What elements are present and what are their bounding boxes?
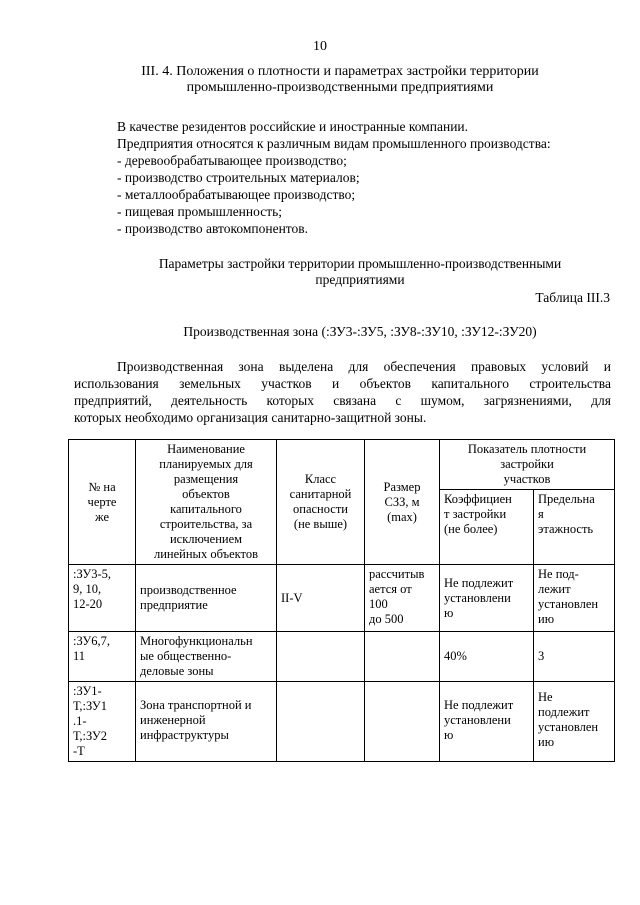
table-header-row bbox=[69, 440, 615, 490]
cell-szz-size bbox=[365, 682, 440, 762]
parameters-title-line1: Параметры застройки территории промышленно-производственными bbox=[158, 256, 562, 271]
page-number: 10 bbox=[313, 39, 327, 54]
parameters-title bbox=[110, 256, 610, 288]
header-floors: Предельна я этажность bbox=[534, 490, 615, 565]
zone-title: Производственная зона (:ЗУ3-:ЗУ5, :ЗУ8-:ЗУ10, :ЗУ12-:ЗУ20) bbox=[183, 324, 537, 339]
intro-line2: Предприятия относятся к различным видам промышленного производства: bbox=[117, 136, 551, 151]
cell-number: :ЗУ1- Т,:ЗУ1 .1- Т,:ЗУ2 -Т bbox=[69, 682, 136, 762]
cell-object-name: производственное предприятие bbox=[136, 565, 277, 632]
zone-description-line: Производственная зона выделена для обеспечения правовых условий и bbox=[117, 359, 611, 374]
list-item: - металлообрабатывающее производство; bbox=[117, 187, 356, 202]
cell-number: :ЗУ3-5, 9, 10, 12-20 bbox=[69, 565, 136, 632]
cell-coefficient: 40% bbox=[440, 632, 534, 682]
header-density-group: Показатель плотности застройки участков bbox=[440, 440, 615, 490]
cell-floors: Не подлежит установлен ию bbox=[534, 682, 615, 762]
header-number: № на черте же bbox=[69, 440, 136, 565]
section-title-line1: III. 4. Положения о плотности и параметрах застройки территории bbox=[141, 64, 539, 79]
intro-line1: В качестве резидентов российские и иностранные компании. bbox=[117, 119, 469, 134]
section-title bbox=[120, 64, 560, 96]
list-item: - деревообрабатывающее производство; bbox=[117, 153, 347, 168]
section-title-line2: промышленно-производственными предприятиями bbox=[186, 80, 494, 95]
cell-szz-size bbox=[365, 632, 440, 682]
table-label: Таблица III.3 bbox=[535, 290, 610, 305]
table-row bbox=[69, 565, 615, 632]
cell-hazard-class bbox=[277, 632, 365, 682]
intro-paragraph bbox=[117, 118, 551, 237]
parameters-title-line2: предприятиями bbox=[315, 272, 405, 287]
header-hazard-class: Класс санитарной опасности (не выше) bbox=[277, 440, 365, 565]
cell-number: :ЗУ6,7, 11 bbox=[69, 632, 136, 682]
cell-hazard-class: II-V bbox=[277, 565, 365, 632]
cell-floors: Не под- лежит установлен ию bbox=[534, 565, 615, 632]
table-row bbox=[69, 632, 615, 682]
cell-coefficient: Не подлежит установлени ю bbox=[440, 682, 534, 762]
cell-coefficient: Не подлежит установлени ю bbox=[440, 565, 534, 632]
list-item: - производство автокомпонентов. bbox=[117, 221, 309, 236]
cell-object-name: Многофункциональн ые общественно- деловые зоны bbox=[136, 632, 277, 682]
header-szz-size: Размер СЗЗ, м (max) bbox=[365, 440, 440, 565]
cell-floors: 3 bbox=[534, 632, 615, 682]
zone-description-line: предприятий, деятельность которых связана с шумом, загрязнениями, для bbox=[74, 393, 611, 408]
list-item: - пищевая промышленность; bbox=[117, 204, 283, 219]
table-row bbox=[69, 682, 615, 762]
cell-object-name: Зона транспортной и инженерной инфраструктуры bbox=[136, 682, 277, 762]
zone-description-line: использования земельных участков и объектов капитального строительства bbox=[74, 376, 611, 391]
list-item: - производство строительных материалов; bbox=[117, 170, 360, 185]
zone-description-line: которых необходимо организация санитарно-защитной зоны. bbox=[74, 410, 427, 425]
cell-szz-size: рассчитыв ается от 100 до 500 bbox=[365, 565, 440, 632]
parameters-table bbox=[68, 439, 615, 762]
zone-description bbox=[74, 358, 611, 426]
header-object-name: Наименование планируемых для размещения объектов капитального строительства, за исключением линейных объектов bbox=[136, 440, 277, 565]
header-coefficient: Коэффициен т застройки (не более) bbox=[440, 490, 534, 565]
cell-hazard-class bbox=[277, 682, 365, 762]
